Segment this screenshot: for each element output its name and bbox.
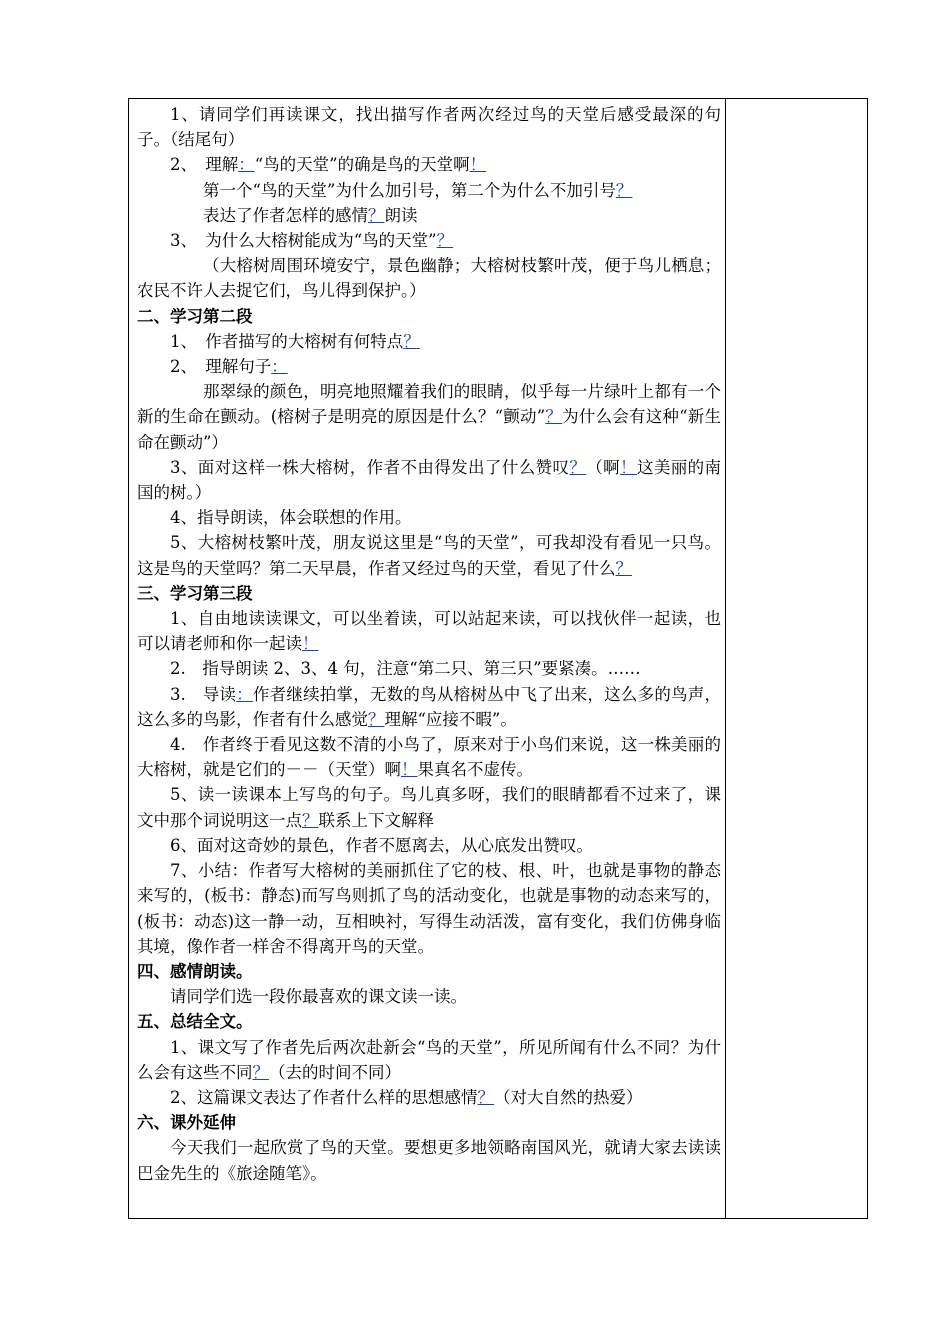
column-divider <box>725 99 726 1218</box>
part2-item-2: 2、 理解句子： <box>170 357 288 377</box>
part3-item-7: 7、小结：作者写大榕树的美丽抓住了它的枝、根、叶，也就是事物的静态来写的，(板书：静态)而写鸟则抓了鸟的活动变化，也就是事物的动态来写的，(板书：动态)这一静一动，互相映衬，写得生动活泼，富有变化，我们仿佛身临其境，像作者一样舍不得离开鸟的天堂。 <box>137 861 721 956</box>
section-heading-4: 四、感情朗读。 <box>137 961 253 981</box>
part2-item-2-quote: 那翠绿的颜色，明亮地照耀着我们的眼睛，似乎每一片绿叶上都有一个新的生命在颤动。(榕树子是明亮的原因是什么？“颤动”？为什么会有这种“新生命在颤动”） <box>137 382 722 452</box>
part2-item-5: 5、大榕树枝繁叶茂，朋友说这里是“鸟的天堂”，可我却没有看见一只鸟。这是鸟的天堂吗？第二天早晨，作者又经过鸟的天堂，看见了什么？ <box>137 533 721 578</box>
part3-item-1: 1、自由地读读课文，可以坐着读，可以站起来读，可以找伙伴一起读，也可以请老师和你一起读！ <box>137 609 721 654</box>
section-heading-2: 二、学习第二段 <box>137 306 253 326</box>
part1-item-2: 2、 理解：“鸟的天堂”的确是鸟的天堂啊！ <box>170 155 487 175</box>
part3-item-5: 5、读一读课本上写鸟的句子。鸟儿真多呀，我们的眼睛都看不过来了，课文中那个词说明这一点？联系上下文解释 <box>137 785 721 830</box>
section-heading-6: 六、课外延伸 <box>137 1113 236 1133</box>
lesson-content-cell <box>137 102 721 1186</box>
part4-item-1: 请同学们选一段你最喜欢的课文读一读。 <box>170 987 467 1007</box>
part2-item-4: 4、指导朗读，体会联想的作用。 <box>170 508 412 528</box>
part5-item-1: 1、课文写了作者先后两次赴新会“鸟的天堂”，所见所闻有什么不同？为什么会有这些不同？（去的时间不同） <box>137 1037 721 1082</box>
lesson-table <box>128 98 868 1219</box>
part2-item-3: 3、面对这样一株大榕树，作者不由得发出了什么赞叹？（啊！这美丽的南国的树。） <box>137 457 721 503</box>
part3-item-2: 2. 指导朗读 2、3、4 句，注意“第二只、第三只”要紧凑。…… <box>170 659 641 679</box>
part3-item-6: 6、面对这奇妙的景色，作者不愿离去，从心底发出赞叹。 <box>170 835 593 855</box>
part1-item-2-sub-1: 第一个“鸟的天堂”为什么加引号，第二个为什么不加引号？ <box>203 180 633 200</box>
section-heading-5: 五、总结全文。 <box>137 1012 253 1032</box>
part1-item-2-sub-2: 表达了作者怎样的感情？朗读 <box>203 205 418 225</box>
part1-item-3: 3、 为什么大榕树能成为“鸟的天堂”？ <box>170 231 454 251</box>
section-heading-3: 三、学习第三段 <box>137 583 253 603</box>
part2-item-1: 1、 作者描写的大榕树有何特点？ <box>170 331 420 351</box>
part5-item-2: 2、这篇课文表达了作者什么样的思想感情？（对大自然的热爱） <box>170 1087 643 1107</box>
part1-item-3-answer: （大榕树周围环境安宁，景色幽静；大榕树枝繁叶茂，便于鸟儿栖息；农民不许人去捉它们，鸟儿得到保护。） <box>137 256 721 301</box>
part3-item-3: 3. 导读：作者继续拍掌，无数的鸟从榕树丛中飞了出来，这么多的鸟声，这么多的鸟影，作者有什么感觉？理解“应接不暇”。 <box>137 684 722 729</box>
part3-item-4: 4. 作者终于看见这数不清的小鸟了，原来对于小鸟们来说，这一株美丽的大榕树，就是它们的－－（天堂）啊！果真名不虚传。 <box>137 735 721 780</box>
part6-item-1: 今天我们一起欣赏了鸟的天堂。要想更多地领略南国风光，就请大家去读读巴金先生的《旅途随笔》。 <box>137 1138 721 1183</box>
part1-item-1: 1、请同学们再读课文，找出描写作者两次经过鸟的天堂后感受最深的句子。（结尾句） <box>137 105 721 150</box>
